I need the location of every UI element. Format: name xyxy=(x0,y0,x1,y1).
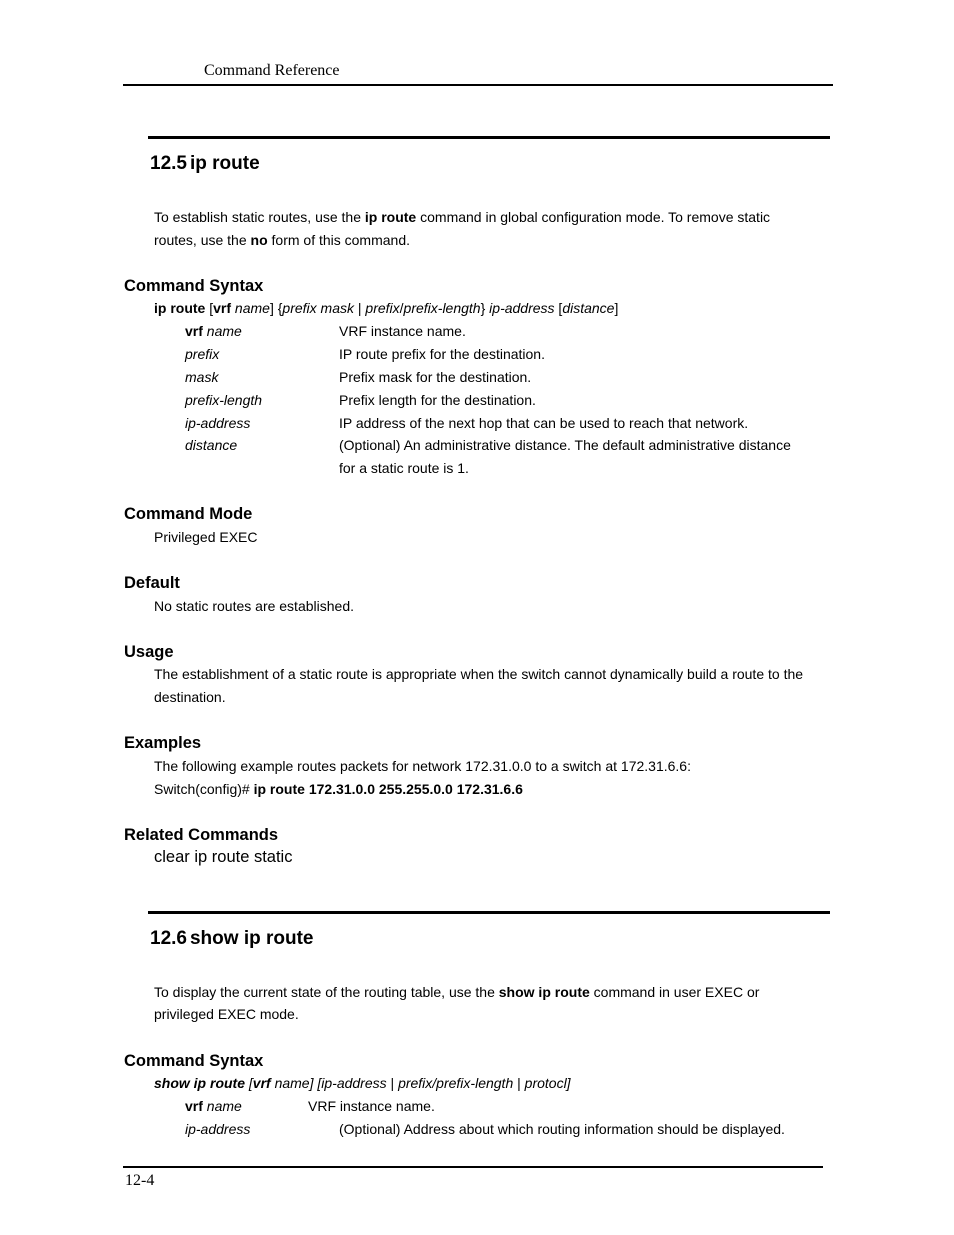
param-name: ip-address xyxy=(185,415,251,431)
intro-paragraph-line2: privileged EXEC mode. xyxy=(154,1006,299,1022)
page-number: 12-4 xyxy=(125,1172,155,1189)
subheading-command-syntax: Command Syntax xyxy=(124,1052,264,1070)
subheading-command-syntax: Command Syntax xyxy=(124,277,264,295)
section-number: 12.6 xyxy=(150,928,187,949)
param-description: Prefix mask for the destination. xyxy=(339,369,532,385)
usage-text-line2: destination. xyxy=(154,689,226,705)
intro-paragraph-line2: routes, use the no form of this command. xyxy=(154,232,411,248)
param-name: ip-address xyxy=(185,1121,251,1137)
param-description: Prefix length for the destination. xyxy=(339,392,536,408)
param-description: VRF instance name. xyxy=(308,1098,435,1114)
intro-paragraph: To establish static routes, use the ip route command in global configuration mode. To remove static xyxy=(154,209,771,225)
param-name: prefix-length xyxy=(185,392,263,408)
param-name: mask xyxy=(185,369,219,385)
section-heading xyxy=(150,928,313,950)
section-title: ip route xyxy=(189,153,260,174)
example-description: The following example routes packets for network 172.31.0.0 to a switch at 172.31.6.6: xyxy=(154,758,691,774)
param-description: (Optional) Address about which routing information should be displayed. xyxy=(339,1121,785,1137)
section-rule xyxy=(148,136,830,139)
param-description: IP route prefix for the destination. xyxy=(339,346,545,362)
subheading-command-mode: Command Mode xyxy=(124,505,253,523)
subheading-default: Default xyxy=(124,574,180,592)
default-text: No static routes are established. xyxy=(154,598,354,614)
related-command: clear ip route static xyxy=(154,848,293,866)
subheading-examples: Examples xyxy=(124,734,202,752)
param-description-continued: for a static route is 1. xyxy=(339,460,469,476)
param-name: prefix xyxy=(185,346,220,362)
param-name: vrf name xyxy=(185,1098,242,1114)
example-command: Switch(config)# ip route 172.31.0.0 255.255.0.0 172.31.6.6 xyxy=(154,781,523,797)
section-rule xyxy=(148,911,830,914)
subheading-usage: Usage xyxy=(124,643,174,661)
param-description: IP address of the next hop that can be used to reach that network. xyxy=(339,415,749,431)
running-header: Command Reference xyxy=(204,62,340,79)
command-syntax-line: ip route [vrf name] {prefix mask | prefix/prefix-length} ip-address [distance] xyxy=(154,300,619,316)
param-description: VRF instance name. xyxy=(339,323,466,339)
usage-text: The establishment of a static route is appropriate when the switch cannot dynamically build a route to the xyxy=(154,666,804,682)
section-heading xyxy=(150,153,260,175)
subheading-related-commands: Related Commands xyxy=(124,826,279,844)
intro-paragraph: To display the current state of the routing table, use the show ip route command in user EXEC or xyxy=(154,984,760,1000)
param-description: (Optional) An administrative distance. The default administrative distance xyxy=(339,437,791,453)
footer-rule xyxy=(123,1166,823,1168)
param-name: vrf name xyxy=(185,323,242,339)
section-title: show ip route xyxy=(189,928,314,949)
command-mode-text: Privileged EXEC xyxy=(154,529,258,545)
section-number: 12.5 xyxy=(150,153,187,174)
header-rule xyxy=(123,84,833,86)
command-syntax-line: show ip route [vrf name] [ip-address | prefix/prefix-length | protocl] xyxy=(154,1075,571,1091)
param-name: distance xyxy=(185,437,238,453)
